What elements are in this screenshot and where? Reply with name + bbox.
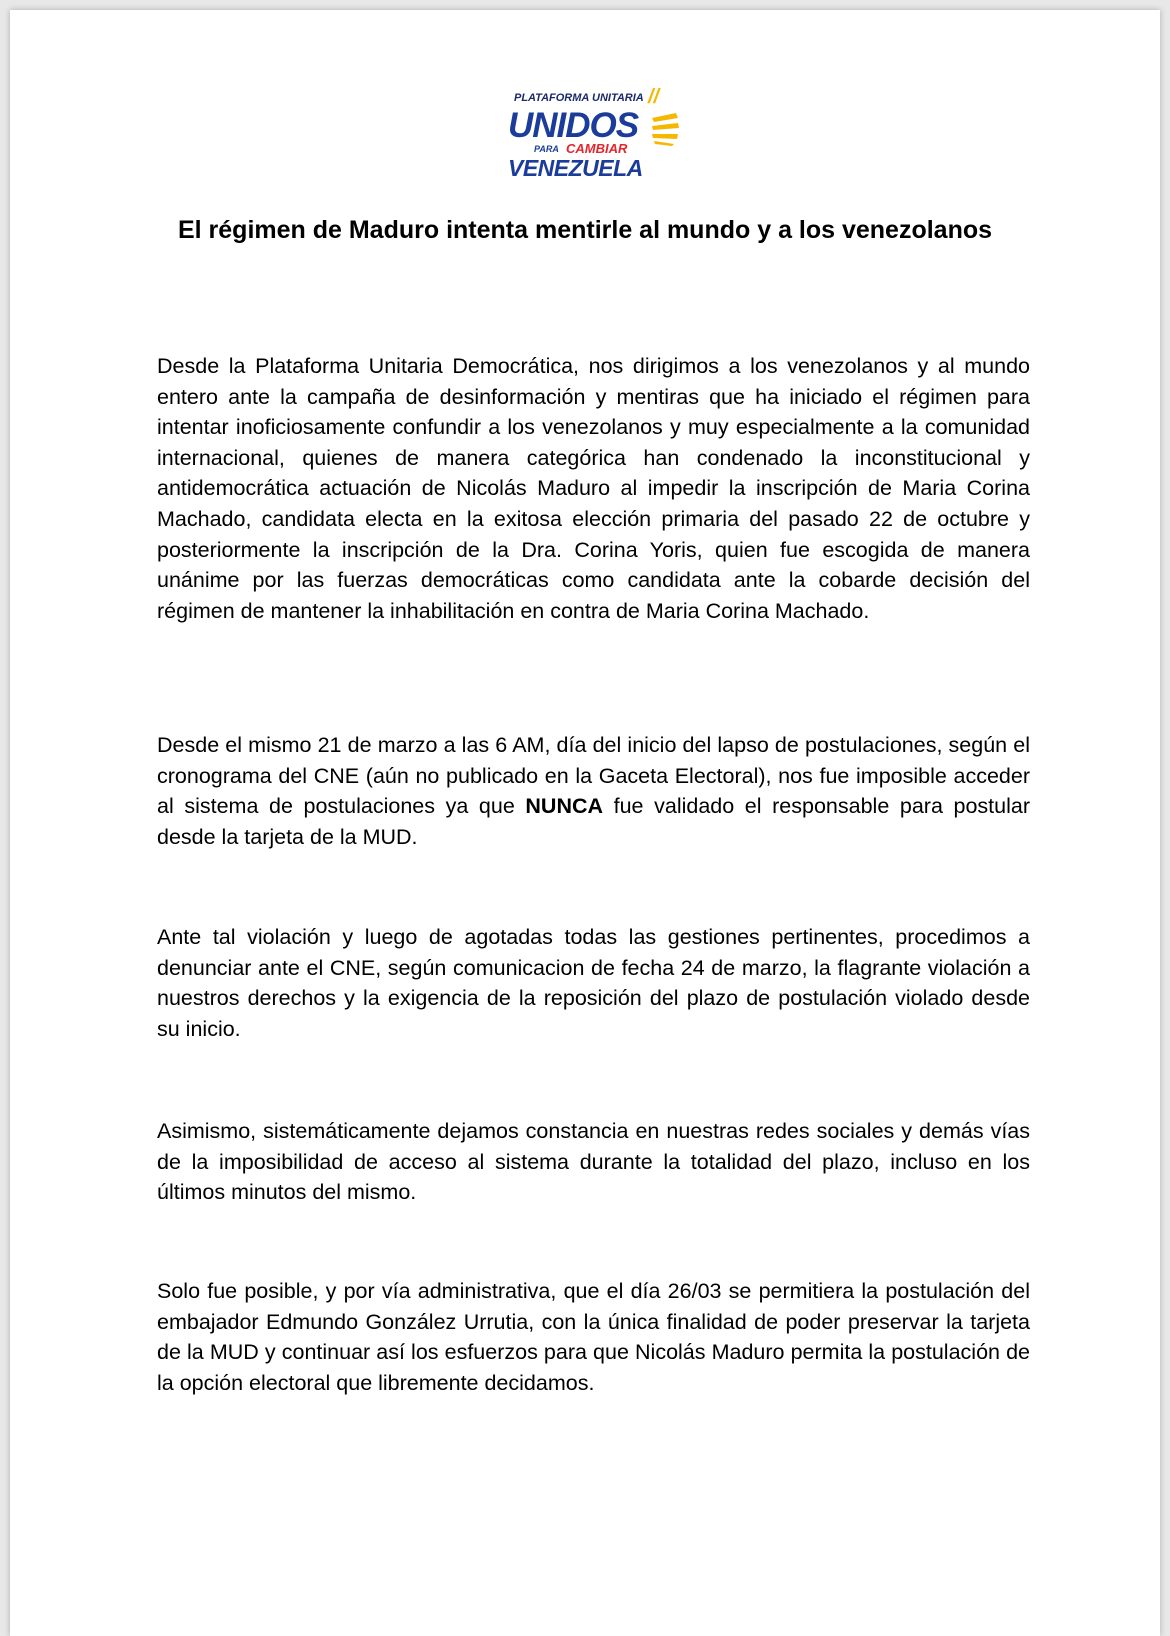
document-title: El régimen de Maduro intenta mentirle al mundo y a los venezolanos [177, 216, 993, 244]
paragraph-3: Ante tal violación y luego de agotadas todas las gestiones pertinentes, procedimos a denunciar ante el CNE, según comunicacion de fecha 24 de marzo, la flagrante violación a nuestros derechos y la exigencia de la reposición del plazo de postulación violado desde su inicio. [157, 925, 1030, 1041]
paragraph-2-text-after: fue validado el responsable para postular desde la tarjeta de la MUD. [157, 794, 1030, 849]
paragraph-2-text-before: Desde el mismo 21 de marzo a las 6 AM, día del inicio del lapso de postulaciones, según el cronograma del CNE (aún no publicado en la Gaceta Electoral), nos fue imposible acceder al sistema de postulaciones ya que [157, 733, 1030, 819]
paragraph-4: Asimismo, sistemáticamente dejamos constancia en nuestras redes sociales y demás vías de la imposibilidad de acceso al sistema durante la totalidad del plazo, incluso en los últimos minutos del mismo. [157, 1119, 1030, 1205]
logo-para-word: PARA [534, 144, 559, 154]
unidos-logo [500, 80, 700, 190]
logo-top-line: PLATAFORMA UNITARIA [514, 92, 644, 104]
document-page [10, 10, 1160, 1636]
logo-cambiar-word: CAMBIAR [566, 141, 628, 156]
paragraph-2 [157, 730, 1030, 852]
logo-rays-icon [650, 112, 682, 146]
paragraph-2-emphasis: NUNCA [525, 794, 604, 819]
logo-slashes-icon: // [648, 86, 660, 108]
paragraph-1: Desde la Plataforma Unitaria Democrática, nos dirigimos a los venezolanos y al mundo entero ante la campaña de desinformación y mentiras que ha iniciado el régimen para intentar inoficiosamente confundir a los venezolanos y muy especialmente a la comunidad internacional, quienes de manera categórica han condenado la inconstitucional y antidemocrática actuación de Nicolás Maduro al impedir la inscripción de Maria Corina Machado, candidata electa en la exitosa elección primaria del pasado 22 de octubre y posteriormente la inscripción de la Dra. Corina Yoris, quien fue escogida de manera unánime por las fuerzas democráticas como candidata ante la cobarde decisión del régimen de mantener la inhabilitación en contra de Maria Corina Machado. [157, 354, 1030, 623]
logo-country-word: VENEZUELA [508, 155, 643, 181]
paragraph-5: Solo fue posible, y por vía administrativa, que el día 26/03 se permitiera la postulación del embajador Edmundo González Urrutia, con la única finalidad de poder preservar la tarjeta de la MUD y continuar así los esfuerzos para que Nicolás Maduro permita la postulación de la opción electoral que libremente decidamos. [157, 1279, 1030, 1395]
logo-main-word: UNIDOS [508, 106, 639, 145]
